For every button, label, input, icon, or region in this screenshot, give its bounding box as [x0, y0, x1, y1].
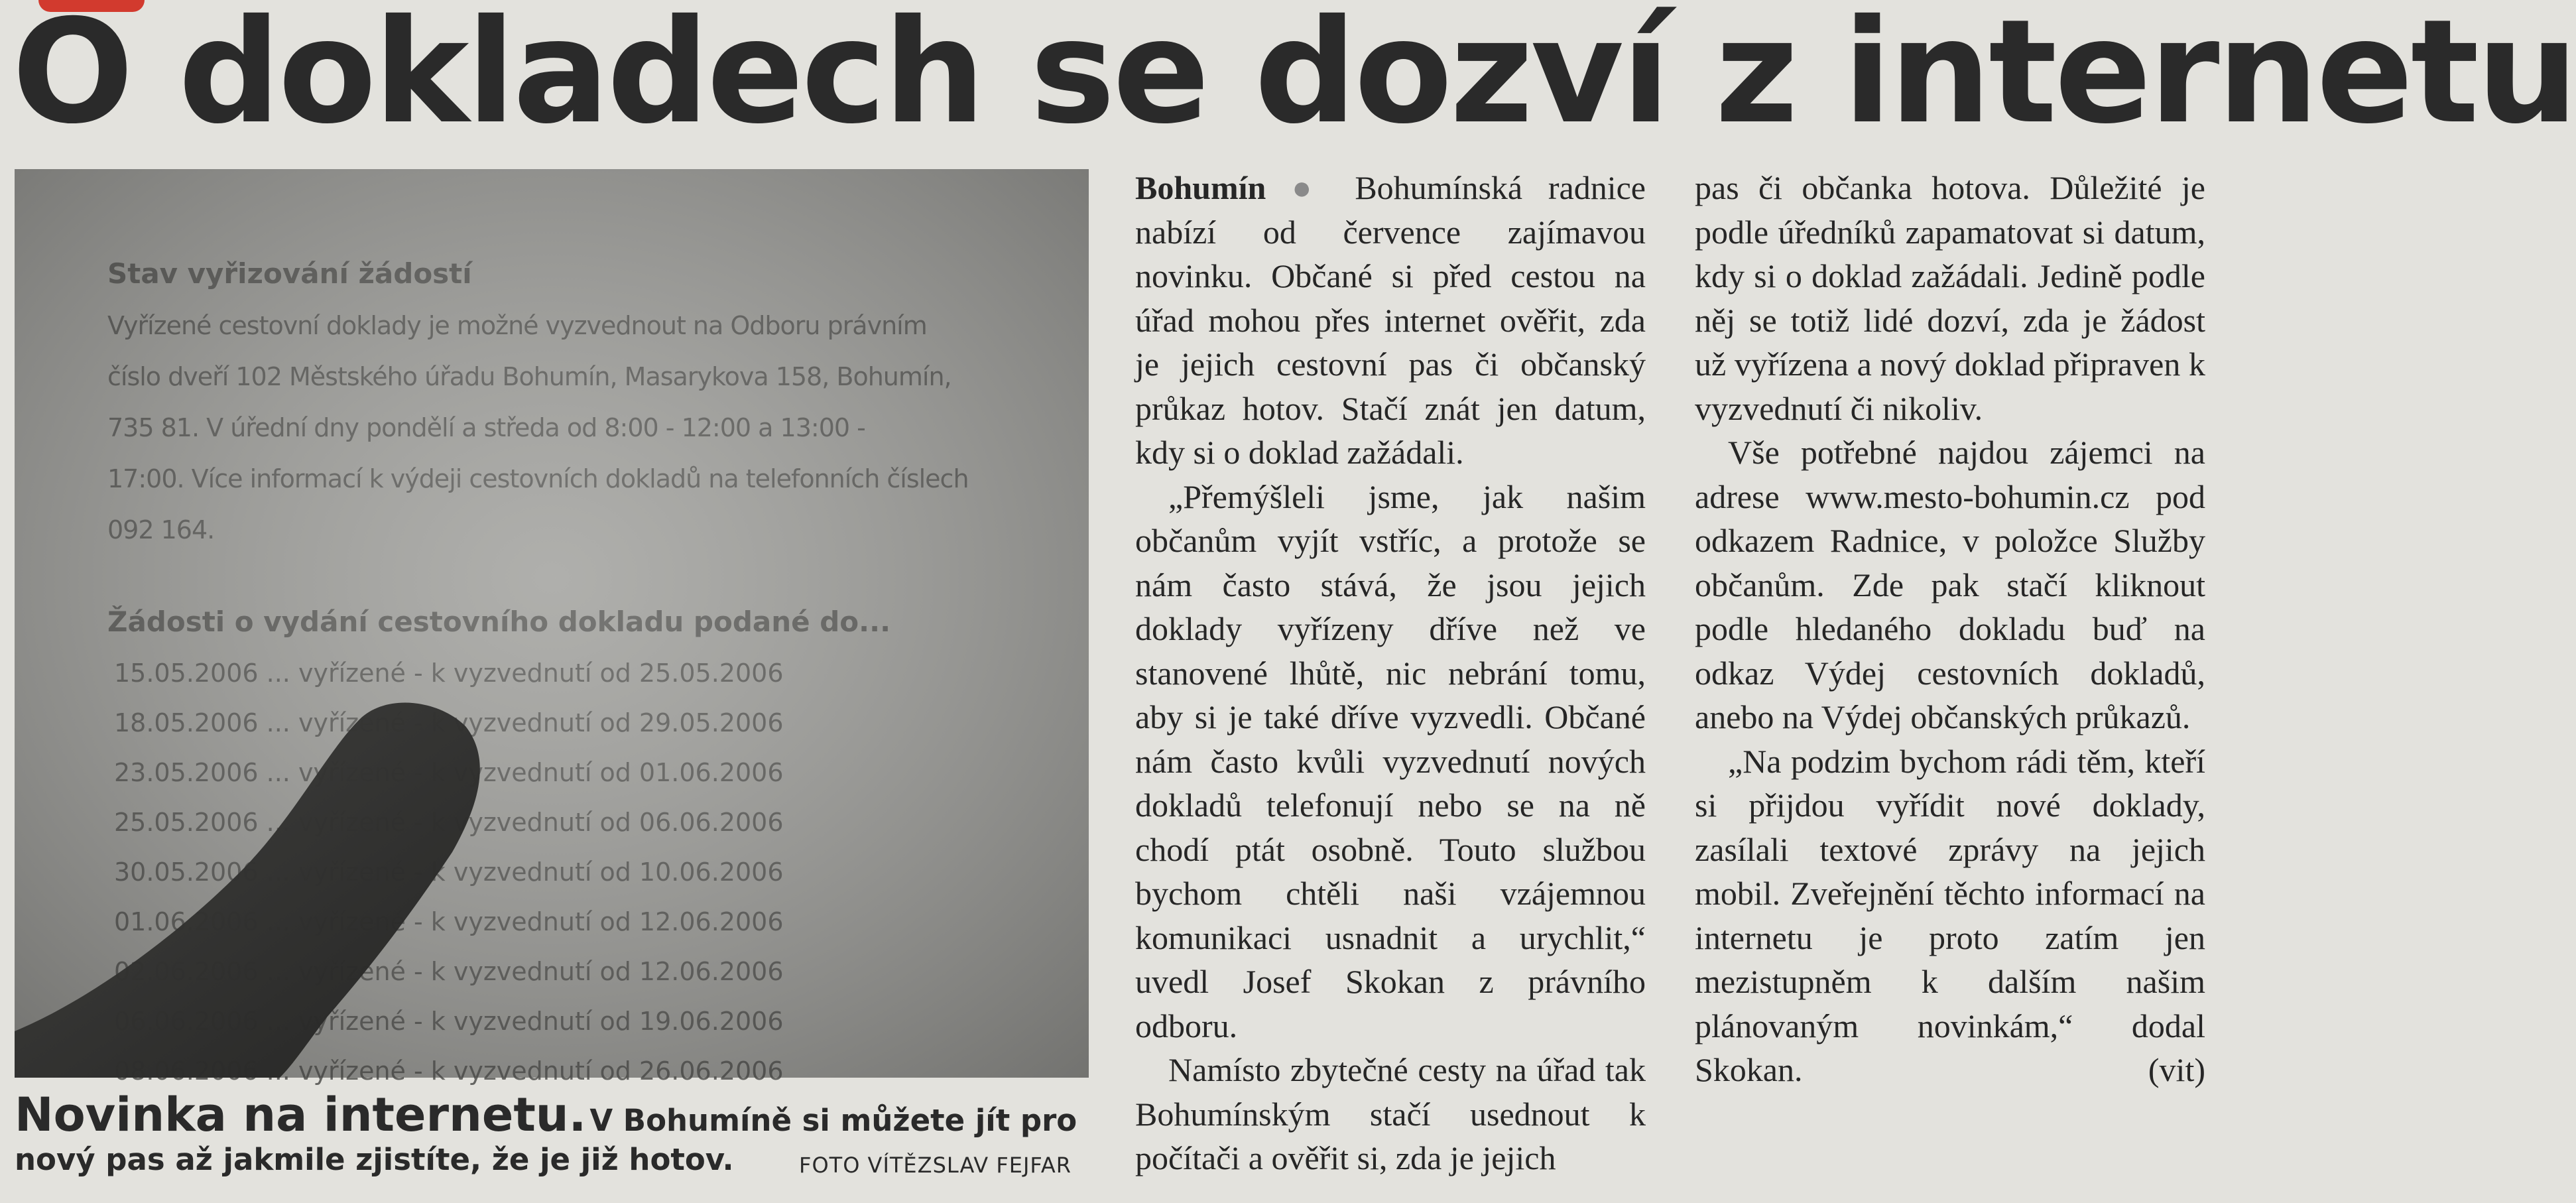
bullet-icon: ● — [1292, 169, 1329, 206]
caption-lead: V Bohumíně si můžete jít pro nový pas až jakmile zjistíte, že je již hotov. — [15, 1103, 1077, 1177]
article-column-1 — [1135, 166, 1646, 1180]
article-paragraph: pas či občanka hotova. Důležité je podle úředníků zapamatovat si datum, kdy si o doklad zažádali. Jedině podle něj se totiž lidé dozví, zda je žádost už vyřízena a nový doklad připraven k vyzvednutí či nikoliv. — [1695, 169, 2205, 427]
article-paragraph — [1695, 739, 2205, 1092]
photo-caption — [15, 1088, 1089, 1177]
article-paragraph: „Přemýšleli jsme, jak našim občanům vyjít vstříc, a protože se nám často stává, že jsou jejich doklady vyřízeny dříve než ve stanovené lhůtě, nic nebrání tomu, aby si je také dříve vyzvedli. Občané nám často kvůli vyzvednutí nových dokladů telefonují nebo se na ně chodí ptát osobně. Touto službou bychom chtěli naši vzájemnou komunikaci usnadnit a urychlit,“ uvedl Josef Skokan z právního odboru. — [1135, 477, 1646, 1045]
paragraph-text: „Na podzim bychom rádi těm, kteří si přijdou vyřídit nové doklady, zasílali textové zprávy na jejich mobil. Zveřejnění těchto informací na internetu je proto zatím jen mezistupněm k dalším našim plánovaným novinkám,“ dodal Skokan. — [1695, 742, 2205, 1088]
article-paragraph: Namísto zbytečné cesty na úřad tak Bohumínským stačí usednout k počítači a ověřit si, zda je jejich — [1135, 1051, 1646, 1176]
caption-title: Novinka na internetu. — [15, 1088, 587, 1142]
article-paragraph: Vše potřebné najdou zájemci na adrese www.mesto-bohumin.cz pod odkazem Radnice, v položce Služby občanům. Zde pak stačí kliknout podle hledaného dokladu buď na odkaz Výdej cestovních dokladů, anebo na Výdej občanských průkazů. — [1695, 434, 2205, 735]
photo-overlay — [15, 169, 1089, 1078]
article-paragraph — [1135, 166, 1646, 475]
article-column-2 — [1695, 166, 2205, 1092]
photo — [15, 169, 1089, 1078]
headline: O dokladech se dozví z internetu — [12, 0, 2576, 155]
author-signature: (vit) — [2148, 1051, 2205, 1088]
dateline: Bohumín — [1135, 169, 1266, 206]
photo-credit: FOTO VÍTĚZSLAV FEJFAR — [799, 1153, 1072, 1178]
paragraph-text: Bohumínská radnice nabízí od července zajímavou novinku. Občané si před cestou na úřad mohou přes internet ověřit, zda je jejich cestovní pas či občanský průkaz hotov. Stačí znát jen datum, kdy si o doklad zažádali. — [1135, 169, 1646, 471]
